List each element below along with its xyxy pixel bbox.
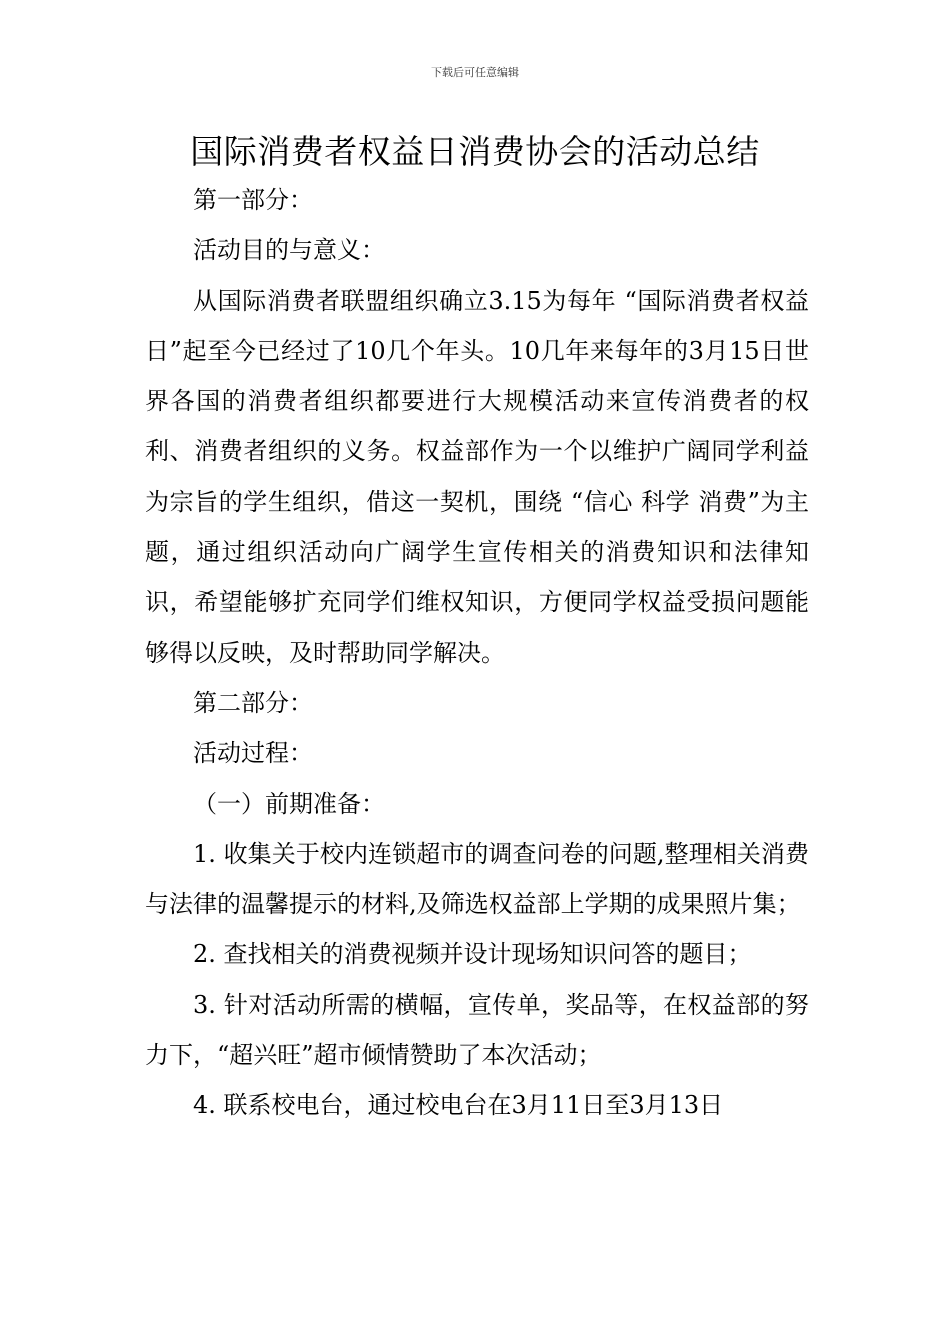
subheading-preparation: （一）前期准备：	[193, 789, 385, 818]
document-body	[145, 175, 809, 1131]
paragraph-purpose-body: 从国际消费者联盟组织确立3.15为每年 “国际消费者权益日”起至今已经过了10几个年头。10几年来每年的3月15日世界各国的消费者组织都要进行大规模活动来宣传消费者的权利、消费者组织的义务。权益部作为一个以维护广阔同学利益为宗旨的学生组织，借这一契机，围绕 “信心 科学 消费”为主题，通过组织活动向广阔学生宣传相关的消费知识和法律知识，希望能够扩充同学们维权知识，方便同学权益受损问题能够得以反映，及时帮助同学解决。	[145, 286, 809, 667]
section-heading-part-one: 第一部分：	[193, 186, 313, 214]
subheading-process: 活动过程：	[193, 739, 313, 768]
section-heading-part-two: 第二部分：	[193, 688, 313, 717]
list-item-3: 3. 针对活动所需的横幅，宣传单，奖品等，在权益部的努力下，“超兴旺”超市倾情赞助了本次活动；	[145, 990, 809, 1070]
list-item-1: 1. 收集关于校内连锁超市的调查问卷的问题,整理相关消费与法律的温馨提示的材料,及筛选权益部上学期的成果照片集；	[145, 839, 809, 919]
document-title: 国际消费者权益日消费协会的活动总结	[190, 132, 760, 171]
list-item-2: 2. 查找相关的消费视频并设计现场知识问答的题目；	[193, 940, 752, 969]
subheading-purpose: 活动目的与意义：	[193, 236, 385, 265]
header-note: 下载后可任意编辑	[431, 66, 519, 79]
list-item-4: 4. 联系校电台，通过校电台在3月11日至3月13日	[193, 1091, 724, 1120]
